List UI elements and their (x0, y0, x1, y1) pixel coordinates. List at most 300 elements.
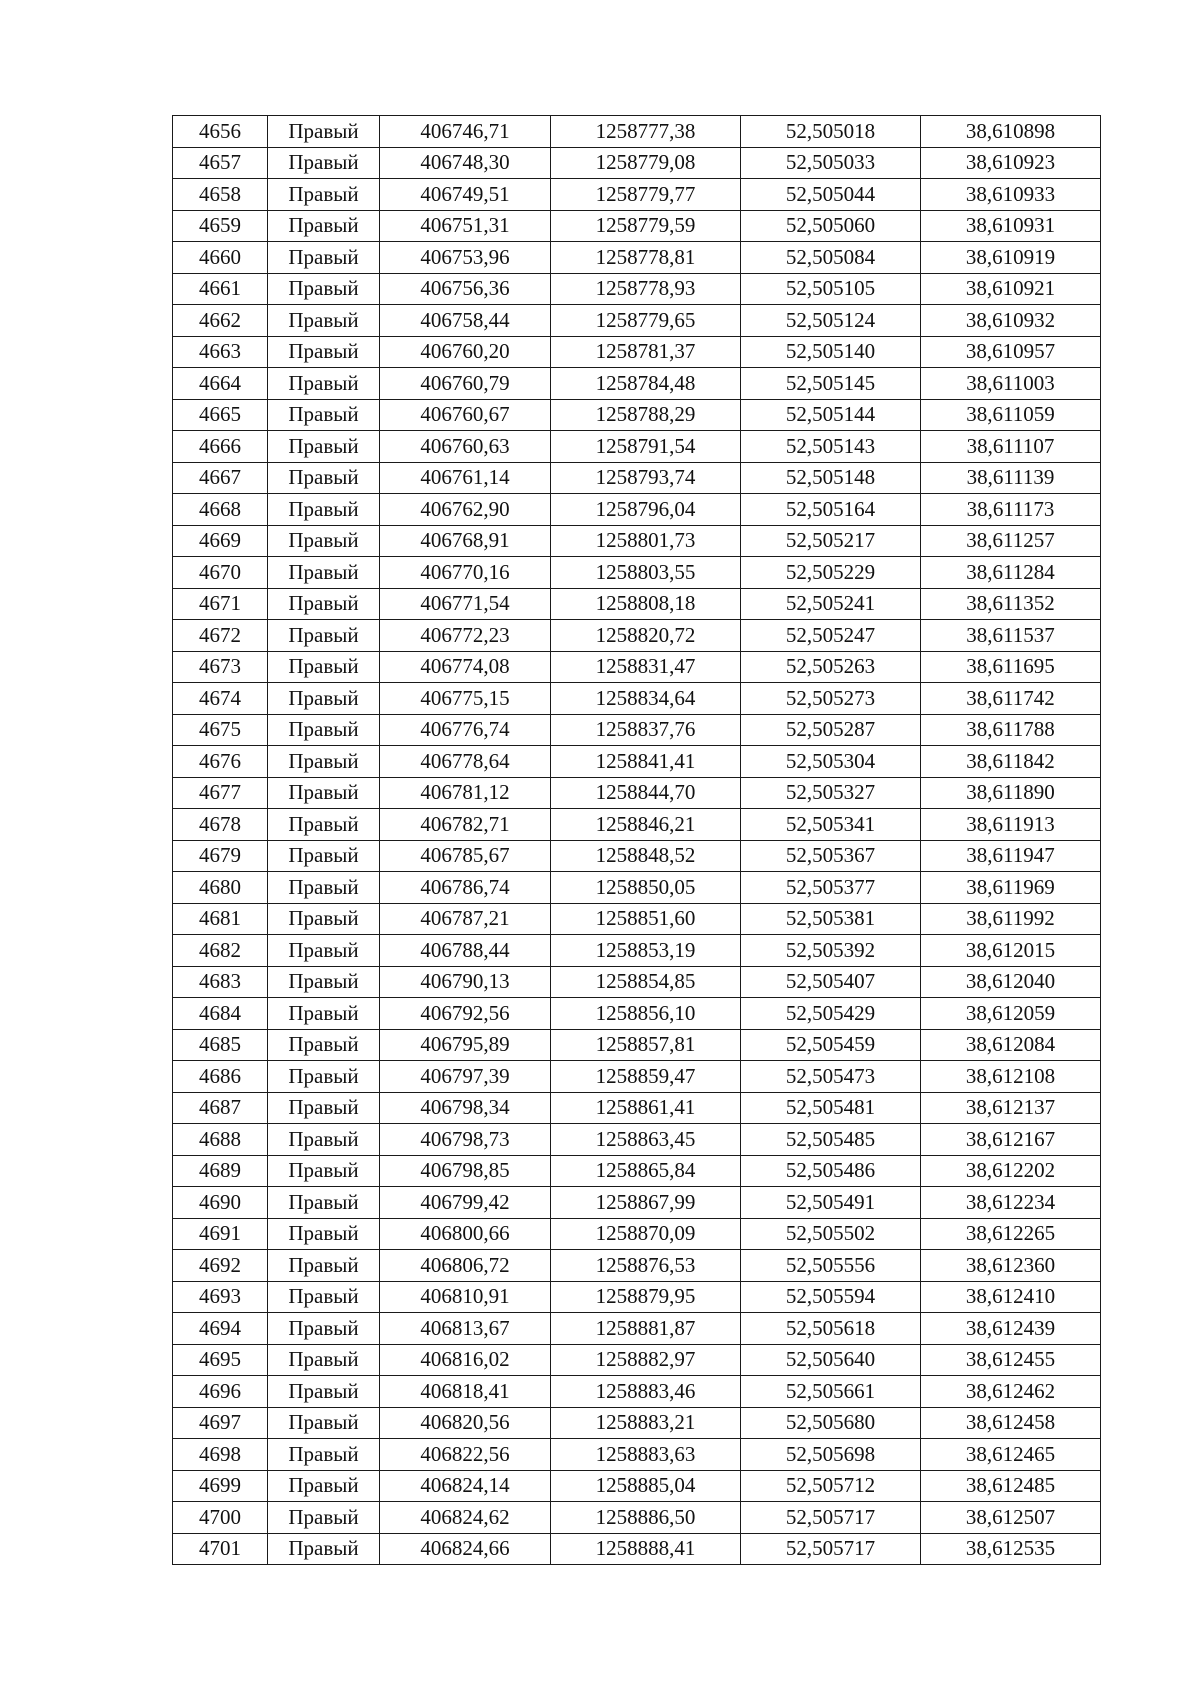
table-row (173, 147, 1101, 179)
cell-point-number: 4689 (173, 1155, 268, 1187)
cell-longitude: 38,612137 (921, 1092, 1101, 1124)
cell-bank: Правый (268, 147, 380, 179)
cell-longitude: 38,610933 (921, 179, 1101, 211)
table-row (173, 935, 1101, 967)
cell-longitude: 38,612234 (921, 1187, 1101, 1219)
cell-x: 406816,02 (380, 1344, 551, 1376)
cell-y: 1258831,47 (551, 651, 741, 683)
cell-bank: Правый (268, 840, 380, 872)
cell-x: 406748,30 (380, 147, 551, 179)
cell-x: 406760,79 (380, 368, 551, 400)
cell-latitude: 52,505698 (741, 1439, 921, 1471)
cell-longitude: 38,610921 (921, 273, 1101, 305)
table-row (173, 872, 1101, 904)
cell-bank: Правый (268, 1092, 380, 1124)
cell-bank: Правый (268, 1218, 380, 1250)
cell-x: 406781,12 (380, 777, 551, 809)
cell-bank: Правый (268, 966, 380, 998)
cell-x: 406824,66 (380, 1533, 551, 1565)
cell-bank: Правый (268, 557, 380, 589)
cell-x: 406800,66 (380, 1218, 551, 1250)
cell-bank: Правый (268, 1250, 380, 1282)
table-row (173, 1061, 1101, 1093)
cell-longitude: 38,611257 (921, 525, 1101, 557)
cell-y: 1258796,04 (551, 494, 741, 526)
cell-latitude: 52,505491 (741, 1187, 921, 1219)
cell-point-number: 4669 (173, 525, 268, 557)
cell-x: 406786,74 (380, 872, 551, 904)
cell-longitude: 38,611537 (921, 620, 1101, 652)
cell-point-number: 4696 (173, 1376, 268, 1408)
cell-latitude: 52,505217 (741, 525, 921, 557)
cell-x: 406760,20 (380, 336, 551, 368)
cell-point-number: 4699 (173, 1470, 268, 1502)
cell-bank: Правый (268, 1155, 380, 1187)
cell-x: 406822,56 (380, 1439, 551, 1471)
cell-x: 406746,71 (380, 116, 551, 148)
cell-longitude: 38,612084 (921, 1029, 1101, 1061)
cell-y: 1258777,38 (551, 116, 741, 148)
cell-point-number: 4672 (173, 620, 268, 652)
cell-y: 1258879,95 (551, 1281, 741, 1313)
cell-latitude: 52,505033 (741, 147, 921, 179)
cell-x: 406760,67 (380, 399, 551, 431)
cell-bank: Правый (268, 1313, 380, 1345)
cell-x: 406818,41 (380, 1376, 551, 1408)
cell-point-number: 4665 (173, 399, 268, 431)
cell-y: 1258861,41 (551, 1092, 741, 1124)
cell-point-number: 4695 (173, 1344, 268, 1376)
cell-bank: Правый (268, 399, 380, 431)
table-row (173, 1187, 1101, 1219)
cell-point-number: 4688 (173, 1124, 268, 1156)
cell-y: 1258885,04 (551, 1470, 741, 1502)
cell-bank: Правый (268, 273, 380, 305)
table-row (173, 998, 1101, 1030)
table-row (173, 336, 1101, 368)
cell-point-number: 4683 (173, 966, 268, 998)
cell-x: 406776,74 (380, 714, 551, 746)
cell-y: 1258844,70 (551, 777, 741, 809)
cell-point-number: 4679 (173, 840, 268, 872)
cell-longitude: 38,612462 (921, 1376, 1101, 1408)
cell-latitude: 52,505640 (741, 1344, 921, 1376)
cell-x: 406798,85 (380, 1155, 551, 1187)
table-row (173, 1155, 1101, 1187)
cell-bank: Правый (268, 242, 380, 274)
cell-bank: Правый (268, 1407, 380, 1439)
table-row (173, 462, 1101, 494)
cell-y: 1258883,46 (551, 1376, 741, 1408)
cell-bank: Правый (268, 1502, 380, 1534)
cell-point-number: 4670 (173, 557, 268, 589)
cell-longitude: 38,612458 (921, 1407, 1101, 1439)
cell-y: 1258778,81 (551, 242, 741, 274)
cell-longitude: 38,612455 (921, 1344, 1101, 1376)
cell-longitude: 38,610932 (921, 305, 1101, 337)
cell-x: 406751,31 (380, 210, 551, 242)
cell-y: 1258854,85 (551, 966, 741, 998)
cell-y: 1258856,10 (551, 998, 741, 1030)
cell-longitude: 38,612265 (921, 1218, 1101, 1250)
cell-bank: Правый (268, 494, 380, 526)
cell-longitude: 38,611139 (921, 462, 1101, 494)
cell-longitude: 38,611969 (921, 872, 1101, 904)
cell-y: 1258784,48 (551, 368, 741, 400)
cell-longitude: 38,610898 (921, 116, 1101, 148)
cell-point-number: 4684 (173, 998, 268, 1030)
cell-y: 1258837,76 (551, 714, 741, 746)
cell-bank: Правый (268, 1281, 380, 1313)
cell-bank: Правый (268, 651, 380, 683)
cell-latitude: 52,505556 (741, 1250, 921, 1282)
cell-y: 1258882,97 (551, 1344, 741, 1376)
cell-bank: Правый (268, 1344, 380, 1376)
cell-latitude: 52,505717 (741, 1502, 921, 1534)
cell-y: 1258863,45 (551, 1124, 741, 1156)
cell-y: 1258888,41 (551, 1533, 741, 1565)
cell-point-number: 4674 (173, 683, 268, 715)
table-row (173, 620, 1101, 652)
cell-latitude: 52,505273 (741, 683, 921, 715)
cell-latitude: 52,505327 (741, 777, 921, 809)
cell-latitude: 52,505247 (741, 620, 921, 652)
cell-latitude: 52,505381 (741, 903, 921, 935)
cell-bank: Правый (268, 620, 380, 652)
cell-x: 406797,39 (380, 1061, 551, 1093)
cell-x: 406771,54 (380, 588, 551, 620)
cell-point-number: 4659 (173, 210, 268, 242)
cell-latitude: 52,505263 (741, 651, 921, 683)
cell-bank: Правый (268, 1124, 380, 1156)
cell-latitude: 52,505044 (741, 179, 921, 211)
cell-latitude: 52,505084 (741, 242, 921, 274)
cell-y: 1258779,77 (551, 179, 741, 211)
table-row (173, 683, 1101, 715)
cell-latitude: 52,505367 (741, 840, 921, 872)
cell-x: 406749,51 (380, 179, 551, 211)
cell-point-number: 4675 (173, 714, 268, 746)
cell-x: 406772,23 (380, 620, 551, 652)
cell-latitude: 52,505060 (741, 210, 921, 242)
cell-bank: Правый (268, 746, 380, 778)
table-row (173, 1407, 1101, 1439)
cell-point-number: 4660 (173, 242, 268, 274)
cell-bank: Правый (268, 872, 380, 904)
table-row (173, 1281, 1101, 1313)
cell-point-number: 4700 (173, 1502, 268, 1534)
cell-y: 1258788,29 (551, 399, 741, 431)
cell-x: 406788,44 (380, 935, 551, 967)
cell-x: 406799,42 (380, 1187, 551, 1219)
table-row (173, 1218, 1101, 1250)
cell-point-number: 4671 (173, 588, 268, 620)
cell-point-number: 4693 (173, 1281, 268, 1313)
cell-y: 1258851,60 (551, 903, 741, 935)
cell-point-number: 4697 (173, 1407, 268, 1439)
cell-bank: Правый (268, 1187, 380, 1219)
cell-latitude: 52,505594 (741, 1281, 921, 1313)
cell-bank: Правый (268, 431, 380, 463)
cell-x: 406820,56 (380, 1407, 551, 1439)
table-row (173, 651, 1101, 683)
cell-latitude: 52,505105 (741, 273, 921, 305)
cell-latitude: 52,505473 (741, 1061, 921, 1093)
cell-bank: Правый (268, 368, 380, 400)
cell-longitude: 38,610931 (921, 210, 1101, 242)
cell-longitude: 38,612439 (921, 1313, 1101, 1345)
cell-point-number: 4677 (173, 777, 268, 809)
cell-latitude: 52,505140 (741, 336, 921, 368)
cell-x: 406798,34 (380, 1092, 551, 1124)
cell-point-number: 4667 (173, 462, 268, 494)
cell-longitude: 38,611003 (921, 368, 1101, 400)
table-row (173, 1124, 1101, 1156)
cell-x: 406798,73 (380, 1124, 551, 1156)
cell-point-number: 4662 (173, 305, 268, 337)
cell-longitude: 38,611352 (921, 588, 1101, 620)
cell-longitude: 38,612465 (921, 1439, 1101, 1471)
cell-y: 1258886,50 (551, 1502, 741, 1534)
table-row (173, 777, 1101, 809)
cell-y: 1258820,72 (551, 620, 741, 652)
cell-y: 1258779,08 (551, 147, 741, 179)
cell-longitude: 38,611742 (921, 683, 1101, 715)
coordinates-table (172, 115, 1101, 1565)
cell-x: 406762,90 (380, 494, 551, 526)
cell-longitude: 38,612108 (921, 1061, 1101, 1093)
cell-point-number: 4682 (173, 935, 268, 967)
table-row (173, 210, 1101, 242)
cell-bank: Правый (268, 714, 380, 746)
cell-latitude: 52,505680 (741, 1407, 921, 1439)
cell-latitude: 52,505018 (741, 116, 921, 148)
cell-y: 1258865,84 (551, 1155, 741, 1187)
table-row (173, 1029, 1101, 1061)
cell-x: 406753,96 (380, 242, 551, 274)
cell-latitude: 52,505241 (741, 588, 921, 620)
cell-bank: Правый (268, 210, 380, 242)
table-row (173, 1439, 1101, 1471)
cell-bank: Правый (268, 1029, 380, 1061)
table-row (173, 1313, 1101, 1345)
table-row (173, 1376, 1101, 1408)
cell-x: 406810,91 (380, 1281, 551, 1313)
table-row (173, 525, 1101, 557)
cell-y: 1258779,59 (551, 210, 741, 242)
coordinates-table-body (173, 116, 1101, 1565)
cell-bank: Правый (268, 777, 380, 809)
cell-x: 406775,15 (380, 683, 551, 715)
cell-point-number: 4686 (173, 1061, 268, 1093)
cell-longitude: 38,612167 (921, 1124, 1101, 1156)
cell-latitude: 52,505341 (741, 809, 921, 841)
table-row (173, 746, 1101, 778)
cell-y: 1258846,21 (551, 809, 741, 841)
cell-point-number: 4698 (173, 1439, 268, 1471)
cell-latitude: 52,505429 (741, 998, 921, 1030)
cell-longitude: 38,611107 (921, 431, 1101, 463)
cell-x: 406770,16 (380, 557, 551, 589)
cell-longitude: 38,612040 (921, 966, 1101, 998)
cell-y: 1258793,74 (551, 462, 741, 494)
cell-bank: Правый (268, 305, 380, 337)
cell-latitude: 52,505712 (741, 1470, 921, 1502)
cell-point-number: 4663 (173, 336, 268, 368)
cell-x: 406787,21 (380, 903, 551, 935)
cell-x: 406824,14 (380, 1470, 551, 1502)
cell-latitude: 52,505618 (741, 1313, 921, 1345)
cell-bank: Правый (268, 1061, 380, 1093)
cell-y: 1258870,09 (551, 1218, 741, 1250)
cell-point-number: 4691 (173, 1218, 268, 1250)
cell-y: 1258778,93 (551, 273, 741, 305)
cell-point-number: 4666 (173, 431, 268, 463)
table-row (173, 273, 1101, 305)
cell-latitude: 52,505377 (741, 872, 921, 904)
cell-bank: Правый (268, 1376, 380, 1408)
cell-y: 1258876,53 (551, 1250, 741, 1282)
table-row (173, 116, 1101, 148)
cell-longitude: 38,611890 (921, 777, 1101, 809)
cell-point-number: 4657 (173, 147, 268, 179)
cell-latitude: 52,505145 (741, 368, 921, 400)
cell-longitude: 38,612507 (921, 1502, 1101, 1534)
table-row (173, 1250, 1101, 1282)
cell-bank: Правый (268, 116, 380, 148)
cell-longitude: 38,612202 (921, 1155, 1101, 1187)
cell-bank: Правый (268, 525, 380, 557)
cell-y: 1258853,19 (551, 935, 741, 967)
cell-latitude: 52,505124 (741, 305, 921, 337)
cell-bank: Правый (268, 903, 380, 935)
table-row (173, 494, 1101, 526)
cell-bank: Правый (268, 179, 380, 211)
cell-y: 1258803,55 (551, 557, 741, 589)
table-row (173, 1470, 1101, 1502)
cell-point-number: 4658 (173, 179, 268, 211)
table-row (173, 179, 1101, 211)
table-row (173, 1344, 1101, 1376)
cell-latitude: 52,505486 (741, 1155, 921, 1187)
cell-x: 406824,62 (380, 1502, 551, 1534)
cell-point-number: 4668 (173, 494, 268, 526)
table-row (173, 1502, 1101, 1534)
cell-point-number: 4694 (173, 1313, 268, 1345)
cell-bank: Правый (268, 683, 380, 715)
table-row (173, 809, 1101, 841)
cell-latitude: 52,505304 (741, 746, 921, 778)
table-row (173, 588, 1101, 620)
cell-bank: Правый (268, 462, 380, 494)
cell-bank: Правый (268, 1470, 380, 1502)
table-row (173, 399, 1101, 431)
cell-y: 1258850,05 (551, 872, 741, 904)
cell-x: 406761,14 (380, 462, 551, 494)
cell-latitude: 52,505148 (741, 462, 921, 494)
cell-x: 406758,44 (380, 305, 551, 337)
cell-latitude: 52,505407 (741, 966, 921, 998)
cell-y: 1258867,99 (551, 1187, 741, 1219)
cell-y: 1258791,54 (551, 431, 741, 463)
cell-latitude: 52,505661 (741, 1376, 921, 1408)
cell-longitude: 38,610923 (921, 147, 1101, 179)
cell-longitude: 38,611788 (921, 714, 1101, 746)
cell-x: 406782,71 (380, 809, 551, 841)
table-row (173, 1092, 1101, 1124)
cell-point-number: 4678 (173, 809, 268, 841)
cell-bank: Правый (268, 809, 380, 841)
cell-point-number: 4680 (173, 872, 268, 904)
cell-x: 406760,63 (380, 431, 551, 463)
cell-x: 406795,89 (380, 1029, 551, 1061)
table-row (173, 368, 1101, 400)
cell-longitude: 38,611947 (921, 840, 1101, 872)
cell-latitude: 52,505229 (741, 557, 921, 589)
cell-x: 406806,72 (380, 1250, 551, 1282)
cell-longitude: 38,612485 (921, 1470, 1101, 1502)
cell-latitude: 52,505287 (741, 714, 921, 746)
cell-longitude: 38,611842 (921, 746, 1101, 778)
cell-point-number: 4685 (173, 1029, 268, 1061)
cell-y: 1258848,52 (551, 840, 741, 872)
cell-latitude: 52,505164 (741, 494, 921, 526)
cell-longitude: 38,610957 (921, 336, 1101, 368)
cell-y: 1258857,81 (551, 1029, 741, 1061)
cell-point-number: 4676 (173, 746, 268, 778)
table-row (173, 966, 1101, 998)
cell-y: 1258841,41 (551, 746, 741, 778)
cell-point-number: 4690 (173, 1187, 268, 1219)
cell-bank: Правый (268, 998, 380, 1030)
cell-y: 1258881,87 (551, 1313, 741, 1345)
cell-longitude: 38,612360 (921, 1250, 1101, 1282)
table-row (173, 903, 1101, 935)
cell-point-number: 4673 (173, 651, 268, 683)
cell-latitude: 52,505143 (741, 431, 921, 463)
table-row (173, 305, 1101, 337)
cell-longitude: 38,611173 (921, 494, 1101, 526)
cell-latitude: 52,505392 (741, 935, 921, 967)
cell-longitude: 38,612535 (921, 1533, 1101, 1565)
cell-x: 406756,36 (380, 273, 551, 305)
cell-longitude: 38,610919 (921, 242, 1101, 274)
cell-x: 406785,67 (380, 840, 551, 872)
cell-y: 1258834,64 (551, 683, 741, 715)
cell-x: 406778,64 (380, 746, 551, 778)
cell-x: 406774,08 (380, 651, 551, 683)
cell-latitude: 52,505502 (741, 1218, 921, 1250)
cell-latitude: 52,505717 (741, 1533, 921, 1565)
table-row (173, 242, 1101, 274)
cell-point-number: 4687 (173, 1092, 268, 1124)
cell-longitude: 38,612059 (921, 998, 1101, 1030)
cell-y: 1258801,73 (551, 525, 741, 557)
cell-y: 1258859,47 (551, 1061, 741, 1093)
cell-y: 1258883,21 (551, 1407, 741, 1439)
cell-latitude: 52,505485 (741, 1124, 921, 1156)
cell-latitude: 52,505144 (741, 399, 921, 431)
cell-bank: Правый (268, 935, 380, 967)
cell-longitude: 38,611913 (921, 809, 1101, 841)
cell-point-number: 4664 (173, 368, 268, 400)
cell-y: 1258883,63 (551, 1439, 741, 1471)
cell-point-number: 4681 (173, 903, 268, 935)
cell-longitude: 38,611695 (921, 651, 1101, 683)
cell-x: 406813,67 (380, 1313, 551, 1345)
cell-y: 1258779,65 (551, 305, 741, 337)
cell-latitude: 52,505459 (741, 1029, 921, 1061)
